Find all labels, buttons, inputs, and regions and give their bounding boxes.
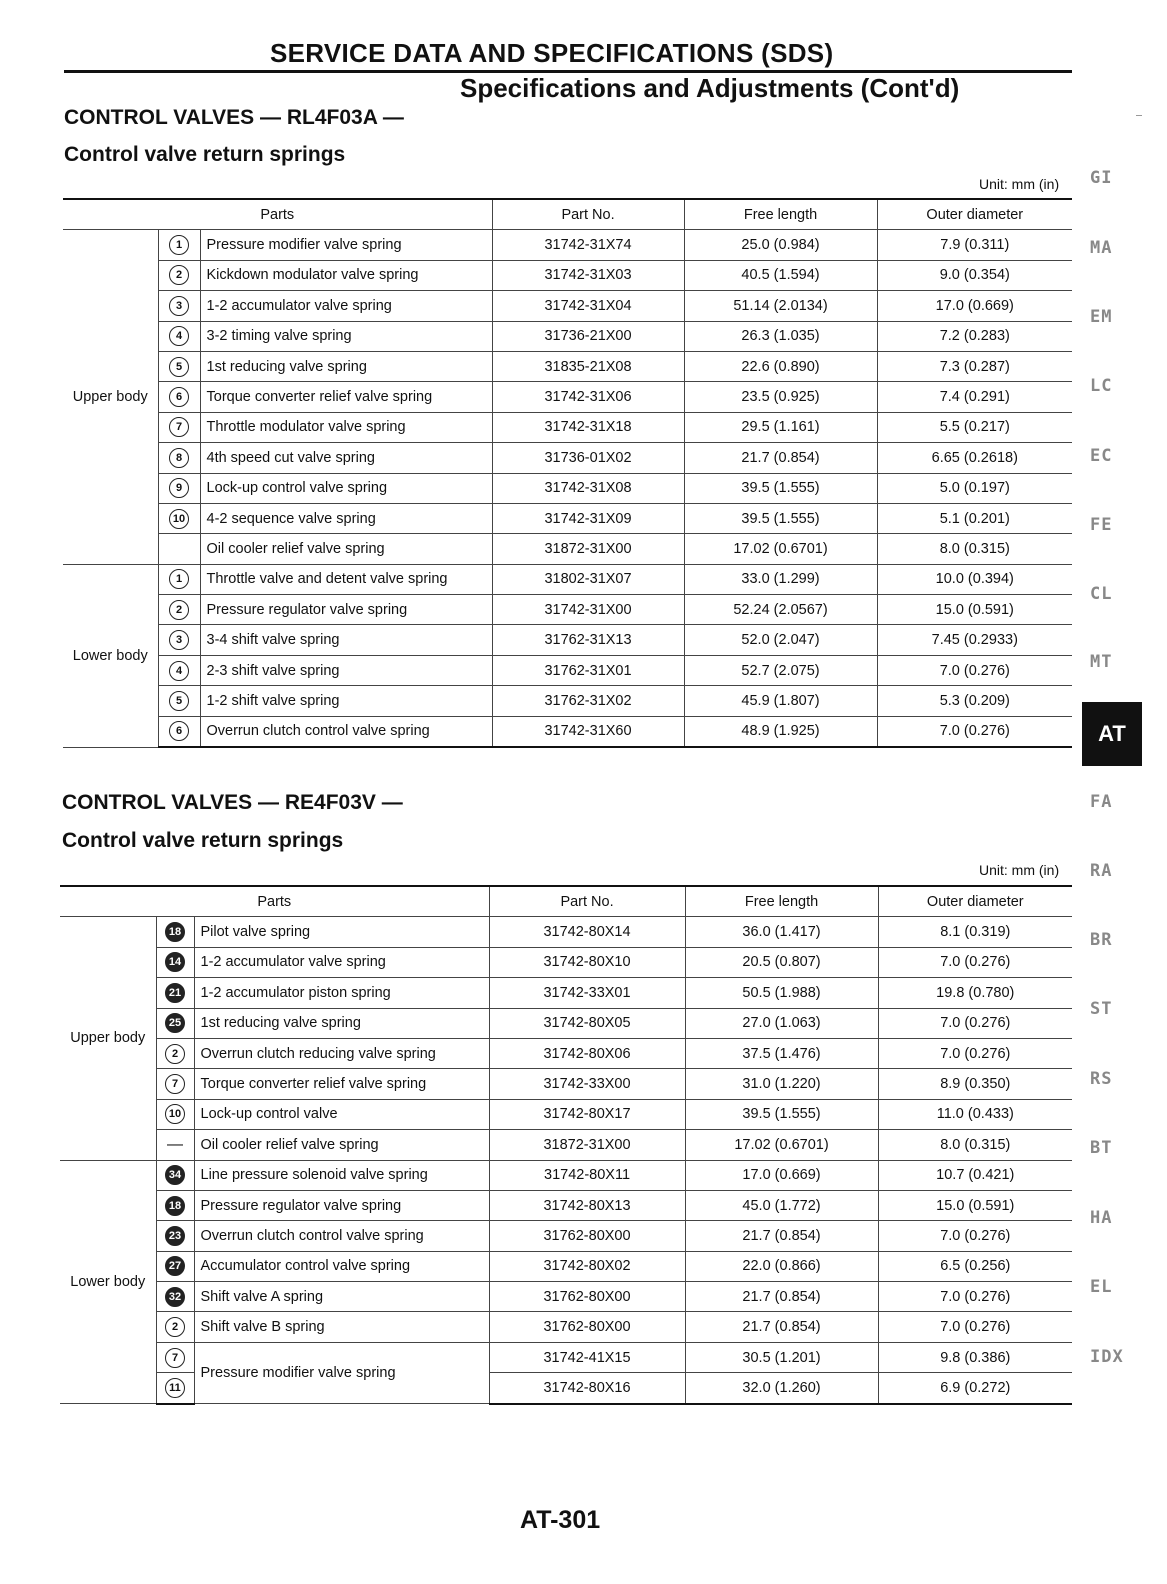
outer-diameter: 7.45 (0.2933) [877, 625, 1072, 655]
free-length: 27.0 (1.063) [685, 1008, 878, 1038]
outer-diameter: 7.3 (0.287) [877, 351, 1072, 381]
outer-diameter: 15.0 (0.591) [877, 595, 1072, 625]
free-length: 21.7 (0.854) [685, 1221, 878, 1251]
part-number: 31742-31X74 [492, 230, 684, 260]
column-header-part-no: Part No. [489, 886, 685, 917]
section1-unit: Unit: mm (in) [979, 176, 1060, 192]
circled-number-icon: 7 [165, 1074, 185, 1094]
body-group-label: Lower body [63, 564, 158, 747]
part-number: 31872-31X00 [492, 534, 684, 564]
part-number: 31742-41X15 [489, 1342, 685, 1372]
sidebar-tab-idx: IDX [1090, 1347, 1124, 1367]
circled-number-icon: 7 [169, 417, 189, 437]
circled-number-icon: 14 [165, 952, 185, 972]
free-length: 29.5 (1.161) [684, 412, 877, 442]
part-number: 31762-31X02 [492, 686, 684, 716]
part-number: 31742-80X11 [489, 1160, 685, 1190]
table-row [63, 351, 1072, 381]
item-number-cell [158, 716, 200, 747]
part-name: 1-2 accumulator piston spring [194, 978, 489, 1008]
outer-diameter: 10.0 (0.394) [877, 564, 1072, 594]
part-number: 31762-80X00 [489, 1312, 685, 1342]
sidebar-tab-st: ST [1090, 999, 1113, 1019]
free-length: 30.5 (1.201) [685, 1342, 878, 1372]
table-row [63, 382, 1072, 412]
item-number-cell [158, 686, 200, 716]
part-name: Line pressure solenoid valve spring [194, 1160, 489, 1190]
part-name: 3-4 shift valve spring [200, 625, 492, 655]
item-number-cell [158, 655, 200, 685]
item-number-cell [156, 978, 194, 1008]
outer-diameter: 7.0 (0.276) [878, 947, 1072, 977]
free-length: 17.02 (0.6701) [684, 534, 877, 564]
sidebar-tab-bt: BT [1090, 1138, 1113, 1158]
outer-diameter: 7.4 (0.291) [877, 382, 1072, 412]
table-row [60, 1130, 1072, 1160]
free-length: 17.02 (0.6701) [685, 1130, 878, 1160]
circled-number-icon: 1 [169, 235, 189, 255]
item-number-cell [156, 1160, 194, 1190]
circled-number-icon: 2 [165, 1044, 185, 1064]
part-name: Torque converter relief valve spring [200, 382, 492, 412]
circled-number-icon: 32 [165, 1287, 185, 1307]
part-number: 31762-80X00 [489, 1221, 685, 1251]
part-name: Pressure regulator valve spring [194, 1190, 489, 1220]
outer-diameter: 8.0 (0.315) [877, 534, 1072, 564]
table-row [60, 1160, 1072, 1190]
table-row [60, 1190, 1072, 1220]
item-number-cell [156, 1190, 194, 1220]
part-name: Pilot valve spring [194, 917, 489, 947]
column-header-outer-diameter: Outer diameter [878, 886, 1072, 917]
document-subtitle: Specifications and Adjustments (Cont'd) [460, 73, 960, 103]
part-name: Shift valve A spring [194, 1282, 489, 1312]
sidebar-tab-ha: HA [1090, 1208, 1113, 1228]
outer-diameter: 5.1 (0.201) [877, 503, 1072, 533]
part-number: 31742-80X02 [489, 1251, 685, 1281]
free-length: 23.5 (0.925) [684, 382, 877, 412]
circled-number-icon: 34 [165, 1165, 185, 1185]
item-number-cell [158, 291, 200, 321]
table-row [60, 978, 1072, 1008]
circled-number-icon: 8 [169, 448, 189, 468]
part-number: 31742-31X09 [492, 503, 684, 533]
part-number: 31762-31X01 [492, 655, 684, 685]
circled-number-icon: 2 [165, 1317, 185, 1337]
circled-number-icon: 2 [169, 600, 189, 620]
item-number-cell [158, 625, 200, 655]
outer-diameter: 7.0 (0.276) [878, 1008, 1072, 1038]
outer-diameter: 6.5 (0.256) [878, 1251, 1072, 1281]
outer-diameter: 9.0 (0.354) [877, 260, 1072, 290]
item-number-cell [156, 1130, 194, 1160]
item-number-cell [156, 1282, 194, 1312]
section1-subtitle: Control valve return springs [64, 143, 346, 166]
section2-subtitle: Control valve return springs [62, 829, 344, 852]
section1-spec-table [63, 198, 1072, 748]
part-number: 31742-31X60 [492, 716, 684, 747]
part-name: Lock-up control valve spring [200, 473, 492, 503]
circled-number-icon: 23 [165, 1226, 185, 1246]
outer-diameter: 8.9 (0.350) [878, 1069, 1072, 1099]
circled-number-icon: 10 [165, 1104, 185, 1124]
free-length: 39.5 (1.555) [684, 503, 877, 533]
free-length: 37.5 (1.476) [685, 1038, 878, 1068]
free-length: 32.0 (1.260) [685, 1373, 878, 1404]
table-row [60, 1221, 1072, 1251]
circled-number-icon: 3 [169, 630, 189, 650]
item-number-cell [158, 473, 200, 503]
table-row [63, 321, 1072, 351]
part-name: Accumulator control valve spring [194, 1251, 489, 1281]
section2-spec-table [60, 885, 1072, 1405]
outer-diameter: 7.0 (0.276) [878, 1038, 1072, 1068]
free-length: 17.0 (0.669) [685, 1160, 878, 1190]
outer-diameter: 8.0 (0.315) [878, 1130, 1072, 1160]
item-number-cell [156, 1008, 194, 1038]
part-number: 31742-31X04 [492, 291, 684, 321]
part-name: Oil cooler relief valve spring [200, 534, 492, 564]
table-row [63, 595, 1072, 625]
sidebar-tab-at: AT [1082, 702, 1142, 766]
table-row [63, 534, 1072, 564]
free-length: 22.6 (0.890) [684, 351, 877, 381]
sidebar-tab-br: BR [1090, 930, 1113, 950]
outer-diameter: 7.0 (0.276) [877, 655, 1072, 685]
table-row [60, 947, 1072, 977]
column-header-outer-diameter: Outer diameter [877, 199, 1072, 230]
table-row [63, 412, 1072, 442]
sidebar-tab-lc: LC [1090, 376, 1113, 396]
part-name: Pressure modifier valve spring [200, 230, 492, 260]
part-number: 31835-21X08 [492, 351, 684, 381]
table-row [63, 625, 1072, 655]
table-row [63, 291, 1072, 321]
part-number: 31742-33X00 [489, 1069, 685, 1099]
free-length: 52.7 (2.075) [684, 655, 877, 685]
item-number-cell [156, 1069, 194, 1099]
table-row [60, 1038, 1072, 1068]
table-row [63, 686, 1072, 716]
table-row [63, 655, 1072, 685]
part-name: 1st reducing valve spring [200, 351, 492, 381]
circled-number-icon: 2 [169, 265, 189, 285]
free-length: 45.0 (1.772) [685, 1190, 878, 1220]
part-name: 4th speed cut valve spring [200, 443, 492, 473]
table-row [60, 1342, 1072, 1372]
circled-number-icon: 27 [165, 1256, 185, 1276]
part-name: Overrun clutch reducing valve spring [194, 1038, 489, 1068]
item-number-cell [158, 443, 200, 473]
item-number-cell [156, 917, 194, 947]
section1-title: CONTROL VALVES — RL4F03A — [64, 106, 404, 129]
table-row [63, 260, 1072, 290]
dash-mark: — [167, 1135, 183, 1153]
part-number: 31742-80X14 [489, 917, 685, 947]
part-name: 2-3 shift valve spring [200, 655, 492, 685]
item-number-cell [158, 230, 200, 260]
part-name: 1-2 accumulator valve spring [200, 291, 492, 321]
free-length: 40.5 (1.594) [684, 260, 877, 290]
circled-number-icon: 5 [169, 357, 189, 377]
item-number-cell [158, 534, 200, 564]
outer-diameter: 9.8 (0.386) [878, 1342, 1072, 1372]
outer-diameter: 10.7 (0.421) [878, 1160, 1072, 1190]
part-number: 31742-31X00 [492, 595, 684, 625]
part-number: 31742-33X01 [489, 978, 685, 1008]
sidebar-tab-rs: RS [1090, 1069, 1113, 1089]
page-number: AT-301 [520, 1506, 601, 1534]
column-header-parts: Parts [63, 199, 492, 230]
free-length: 25.0 (0.984) [684, 230, 877, 260]
outer-diameter: 7.0 (0.276) [878, 1312, 1072, 1342]
item-number-cell [158, 321, 200, 351]
item-number-cell [156, 1038, 194, 1068]
sidebar-tab-cl: CL [1090, 584, 1113, 604]
free-length: 22.0 (0.866) [685, 1251, 878, 1281]
part-name: Shift valve B spring [194, 1312, 489, 1342]
free-length: 26.3 (1.035) [684, 321, 877, 351]
outer-diameter: 7.2 (0.283) [877, 321, 1072, 351]
outer-diameter: 6.65 (0.2618) [877, 443, 1072, 473]
outer-diameter: 7.0 (0.276) [878, 1221, 1072, 1251]
free-length: 52.0 (2.047) [684, 625, 877, 655]
part-name: Throttle valve and detent valve spring [200, 564, 492, 594]
circled-number-icon: 25 [165, 1013, 185, 1033]
part-number: 31762-31X13 [492, 625, 684, 655]
part-name: 1-2 shift valve spring [200, 686, 492, 716]
outer-diameter: 7.9 (0.311) [877, 230, 1072, 260]
free-length: 21.7 (0.854) [685, 1282, 878, 1312]
part-number: 31762-80X00 [489, 1282, 685, 1312]
circled-number-icon: 4 [169, 661, 189, 681]
part-name: Torque converter relief valve spring [194, 1069, 489, 1099]
table-row [60, 1099, 1072, 1129]
item-number-cell [156, 1373, 194, 1404]
outer-diameter: 5.5 (0.217) [877, 412, 1072, 442]
circled-number-icon: 18 [165, 1196, 185, 1216]
column-header-parts: Parts [60, 886, 489, 917]
free-length: 21.7 (0.854) [684, 443, 877, 473]
table-row [63, 443, 1072, 473]
table-row [60, 1312, 1072, 1342]
body-group-label: Upper body [60, 917, 156, 1160]
circled-number-icon: 9 [169, 478, 189, 498]
table-row [60, 917, 1072, 947]
free-length: 20.5 (0.807) [685, 947, 878, 977]
part-number: 31736-01X02 [492, 443, 684, 473]
body-group-label: Lower body [60, 1160, 156, 1404]
circled-number-icon: 5 [169, 691, 189, 711]
part-name: 1-2 accumulator valve spring [194, 947, 489, 977]
circled-number-icon: 1 [169, 569, 189, 589]
item-number-cell [156, 1342, 194, 1372]
part-number: 31742-31X18 [492, 412, 684, 442]
item-number-cell [158, 260, 200, 290]
circled-number-icon: 10 [169, 509, 189, 529]
part-number: 31742-80X05 [489, 1008, 685, 1038]
item-number-cell [156, 1251, 194, 1281]
sidebar-tab-ma: MA [1090, 238, 1113, 258]
table-row [60, 1282, 1072, 1312]
free-length: 52.24 (2.0567) [684, 595, 877, 625]
part-number: 31872-31X00 [489, 1130, 685, 1160]
sidebar-tab-fe: FE [1090, 515, 1113, 535]
outer-diameter: 5.0 (0.197) [877, 473, 1072, 503]
section2-unit: Unit: mm (in) [979, 862, 1060, 878]
part-name: 1st reducing valve spring [194, 1008, 489, 1038]
item-number-cell [158, 503, 200, 533]
item-number-cell [158, 382, 200, 412]
part-name: Lock-up control valve [194, 1099, 489, 1129]
part-number: 31742-80X16 [489, 1373, 685, 1404]
column-header-free-length: Free length [684, 199, 877, 230]
free-length: 39.5 (1.555) [684, 473, 877, 503]
part-name: Pressure modifier valve spring [194, 1342, 489, 1403]
table-row [63, 564, 1072, 594]
free-length: 21.7 (0.854) [685, 1312, 878, 1342]
sidebar-tab-ra: RA [1090, 861, 1113, 881]
part-number: 31742-80X06 [489, 1038, 685, 1068]
part-name: Overrun clutch control valve spring [200, 716, 492, 747]
circled-number-icon: 18 [165, 922, 185, 942]
free-length: 36.0 (1.417) [685, 917, 878, 947]
column-header-part-no: Part No. [492, 199, 684, 230]
outer-diameter: 19.8 (0.780) [878, 978, 1072, 1008]
part-name: Oil cooler relief valve spring [194, 1130, 489, 1160]
table-row [63, 230, 1072, 260]
document-title: SERVICE DATA AND SPECIFICATIONS (SDS) [270, 38, 834, 68]
part-number: 31742-80X13 [489, 1190, 685, 1220]
item-number-cell [156, 1099, 194, 1129]
sidebar-tab-gi: GI [1090, 168, 1113, 188]
free-length: 45.9 (1.807) [684, 686, 877, 716]
part-number: 31736-21X00 [492, 321, 684, 351]
sidebar-tab-fa: FA [1090, 792, 1113, 812]
sidebar-tab-ec: EC [1090, 446, 1113, 466]
table-header-row [63, 199, 1072, 230]
circled-number-icon: 6 [169, 387, 189, 407]
free-length: 51.14 (2.0134) [684, 291, 877, 321]
free-length: 33.0 (1.299) [684, 564, 877, 594]
item-number-cell [156, 1221, 194, 1251]
item-number-cell [158, 351, 200, 381]
sidebar-tab-el: EL [1090, 1277, 1113, 1297]
table-header-row [60, 886, 1072, 917]
item-number-cell [158, 564, 200, 594]
outer-diameter: 7.0 (0.276) [878, 1282, 1072, 1312]
sidebar-tab-em: EM [1090, 307, 1113, 327]
outer-diameter: 15.0 (0.591) [878, 1190, 1072, 1220]
part-name: 3-2 timing valve spring [200, 321, 492, 351]
table-row [63, 473, 1072, 503]
part-number: 31742-80X17 [489, 1099, 685, 1129]
free-length: 39.5 (1.555) [685, 1099, 878, 1129]
circled-number-icon: 11 [165, 1378, 185, 1398]
sidebar-tab-mt: MT [1090, 652, 1113, 672]
item-number-cell [158, 412, 200, 442]
part-name: Pressure regulator valve spring [200, 595, 492, 625]
circled-number-icon: 3 [169, 296, 189, 316]
section2-title: CONTROL VALVES — RE4F03V — [62, 791, 403, 814]
part-number: 31742-31X03 [492, 260, 684, 290]
table-row [63, 503, 1072, 533]
part-name: Throttle modulator valve spring [200, 412, 492, 442]
circled-number-icon: 21 [165, 983, 185, 1003]
part-name: Kickdown modulator valve spring [200, 260, 492, 290]
outer-diameter: 11.0 (0.433) [878, 1099, 1072, 1129]
part-name: 4-2 sequence valve spring [200, 503, 492, 533]
outer-diameter: 17.0 (0.669) [877, 291, 1072, 321]
free-length: 50.5 (1.988) [685, 978, 878, 1008]
body-group-label: Upper body [63, 230, 158, 564]
item-number-cell [156, 947, 194, 977]
margin-tick [1136, 115, 1142, 116]
free-length: 31.0 (1.220) [685, 1069, 878, 1099]
part-name: Overrun clutch control valve spring [194, 1221, 489, 1251]
table-row [60, 1008, 1072, 1038]
circled-number-icon: 6 [169, 721, 189, 741]
item-number-cell [156, 1312, 194, 1342]
part-number: 31742-31X08 [492, 473, 684, 503]
outer-diameter: 7.0 (0.276) [877, 716, 1072, 747]
column-header-free-length: Free length [685, 886, 878, 917]
outer-diameter: 5.3 (0.209) [877, 686, 1072, 716]
table-row [60, 1069, 1072, 1099]
table-row [63, 716, 1072, 747]
part-number: 31742-31X06 [492, 382, 684, 412]
free-length: 48.9 (1.925) [684, 716, 877, 747]
part-number: 31802-31X07 [492, 564, 684, 594]
circled-number-icon: 7 [165, 1348, 185, 1368]
circled-number-icon: 4 [169, 326, 189, 346]
outer-diameter: 8.1 (0.319) [878, 917, 1072, 947]
item-number-cell [158, 595, 200, 625]
outer-diameter: 6.9 (0.272) [878, 1373, 1072, 1404]
part-number: 31742-80X10 [489, 947, 685, 977]
table-row [60, 1251, 1072, 1281]
